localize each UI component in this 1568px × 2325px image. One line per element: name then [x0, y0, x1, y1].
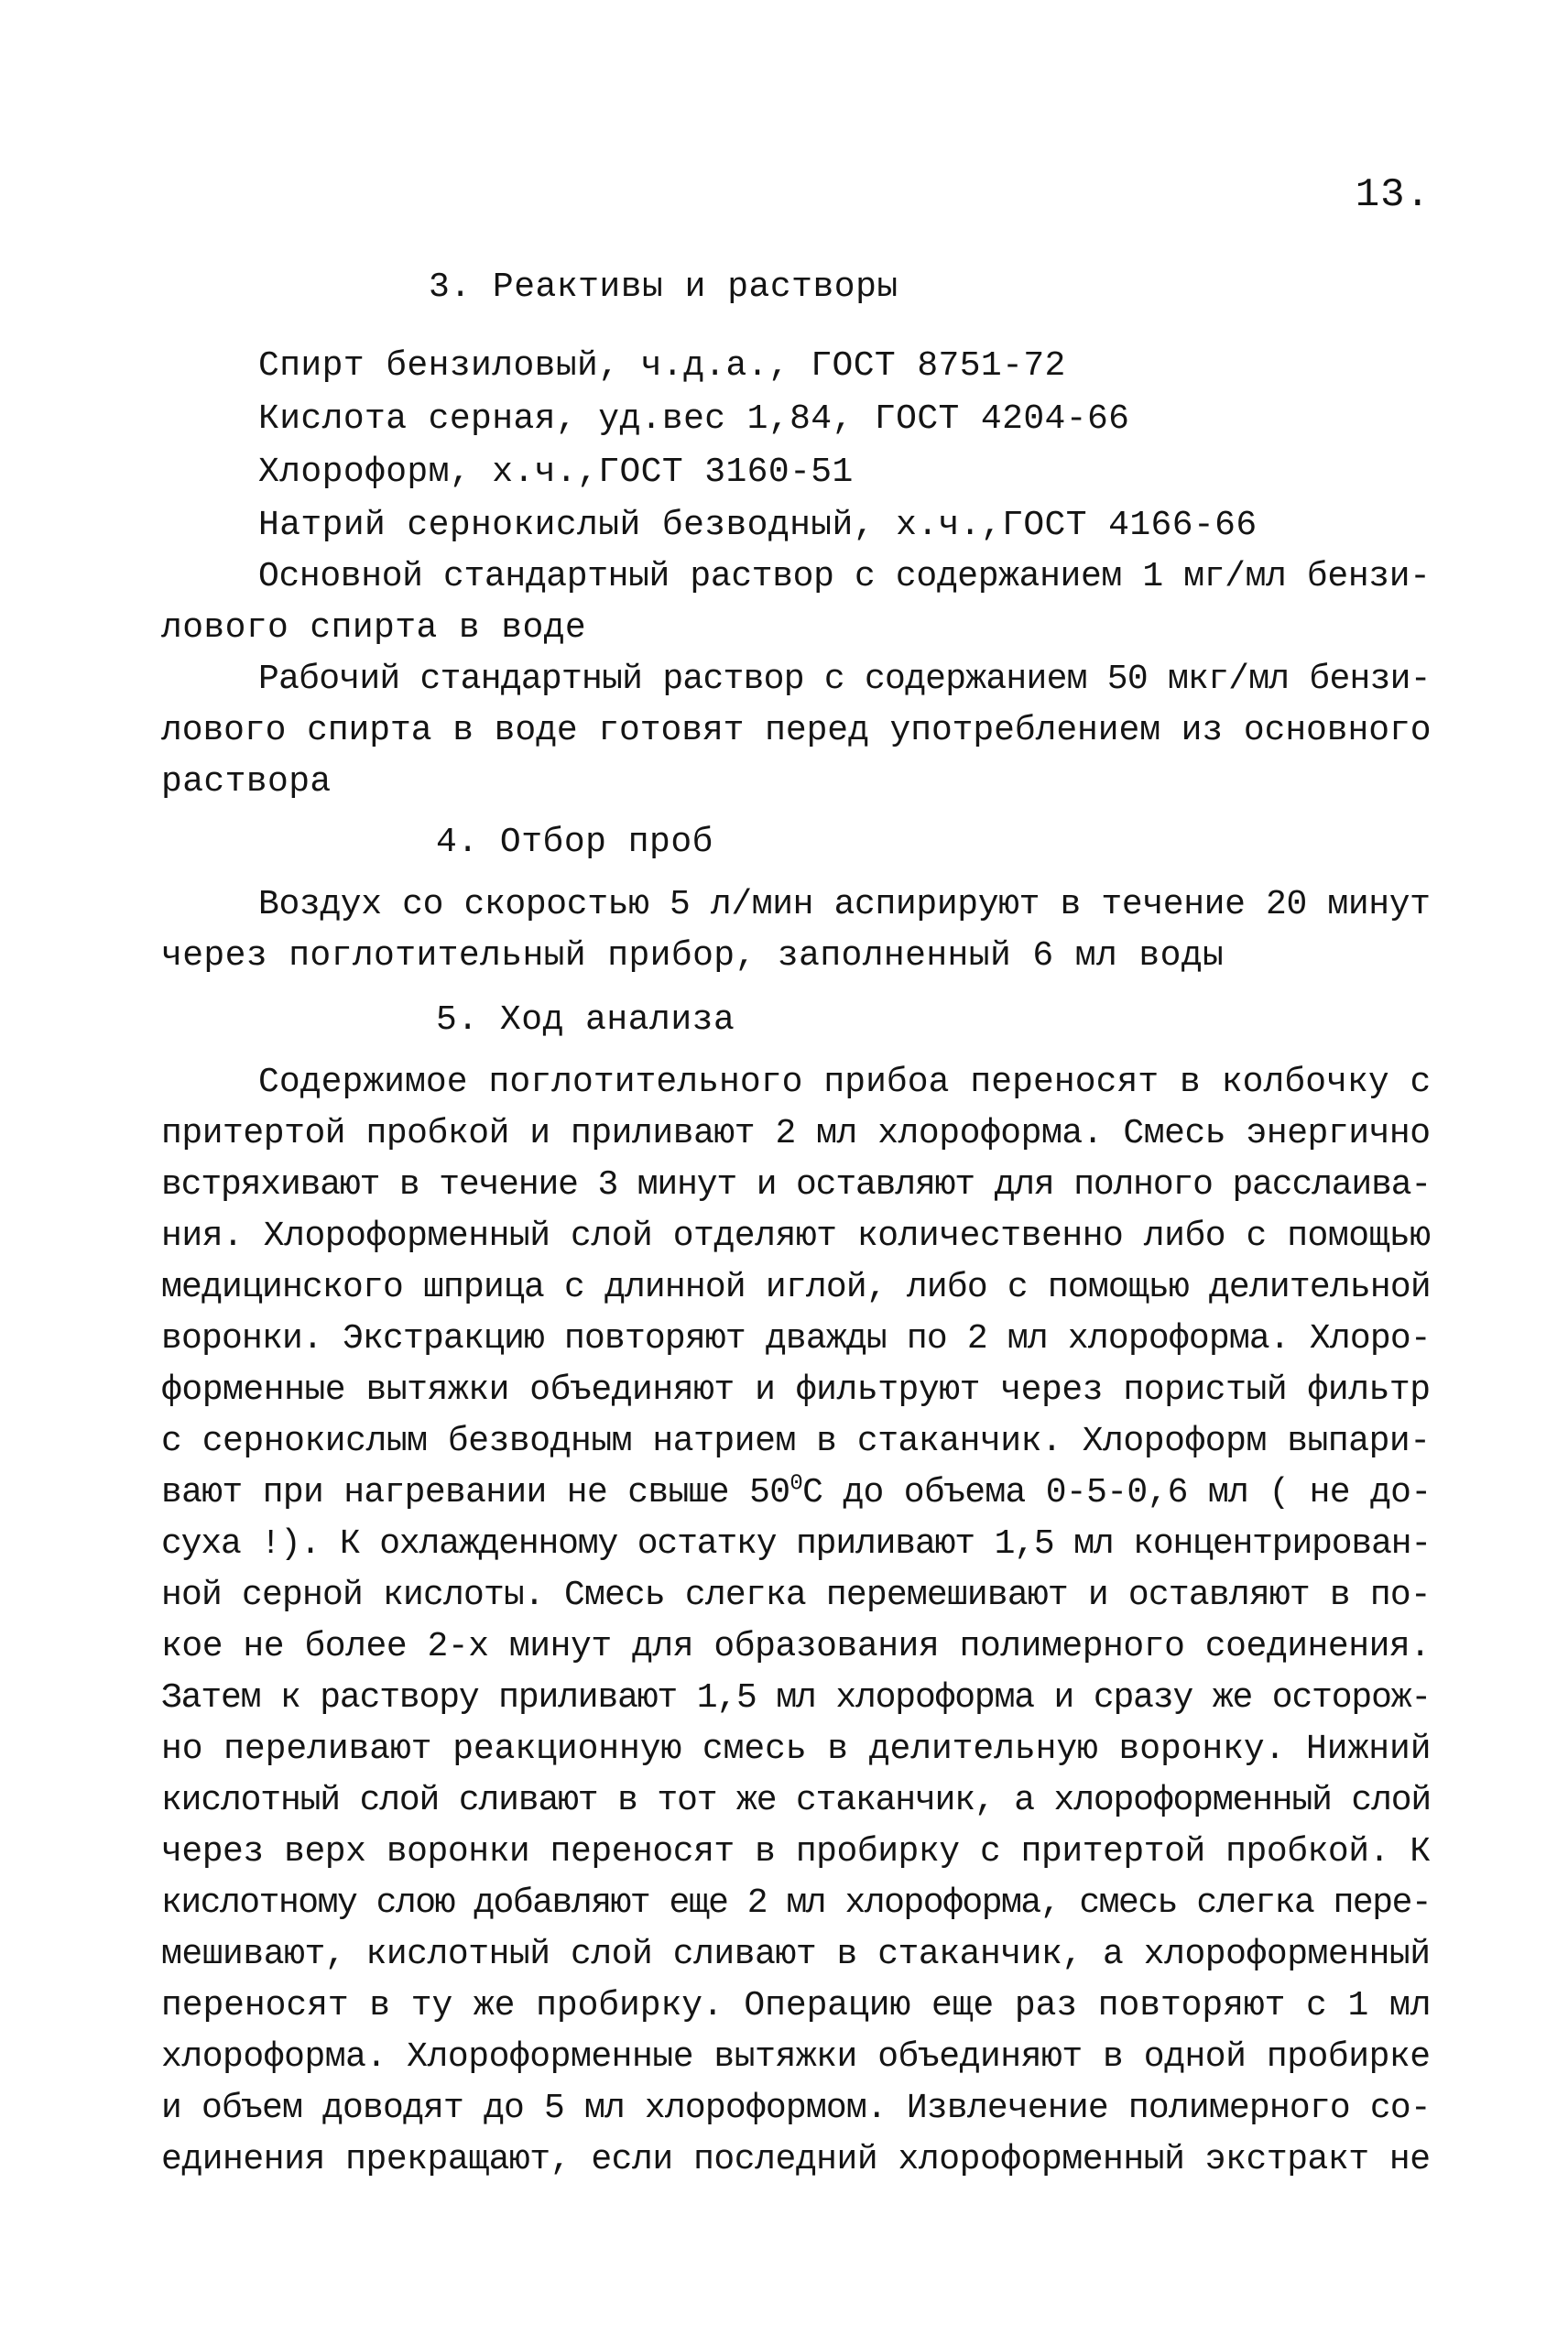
analysis-line: форменные вытяжки объединяют и фильтруют через пористый фильтр — [161, 1370, 1431, 1410]
reagent-line: Основной стандартный раствор с содержанием 1 мг/мл бензи- — [258, 557, 1431, 596]
reagent-line: Натрий сернокислый безводный, х.ч.,ГОСТ 4166-66 — [258, 506, 1258, 545]
section-5-title: 5. Ход анализа — [436, 1000, 735, 1040]
section-3-title: 3. Реактивы и растворы — [429, 267, 898, 307]
analysis-line: хлороформа. Хлороформенные вытяжки объединяют в одной пробирке — [161, 2037, 1431, 2077]
reagent-line: раствора — [161, 762, 332, 802]
analysis-line: встряхивают в течение 3 минут и оставляют для полного расслаива- — [161, 1165, 1432, 1205]
analysis-line-part: С до объема 0-5-0,6 мл ( не до- — [802, 1473, 1432, 1512]
analysis-line: и объем доводят до 5 мл хлороформом. Извлечение полимерного со- — [161, 2089, 1431, 2128]
analysis-line: кислотному слою добавляют еще 2 мл хлороформа, смесь слегка пере- — [161, 1883, 1432, 1923]
reagent-line: Рабочий стандартный раствор с содержанием 50 мкг/мл бензи- — [258, 660, 1431, 699]
reagent-line: лового спирта в воде — [161, 608, 587, 648]
analysis-line: медицинского шприца с длинной иглой, либо с помощью делительной — [161, 1268, 1431, 1307]
reagent-line: Хлороформ, х.ч.,ГОСТ 3160-51 — [258, 453, 854, 492]
analysis-line: сухa !). К охлажденному остатку приливают 1,5 мл концентрирован- — [161, 1524, 1432, 1564]
analysis-line: кое не более 2-х минут для образования полимерного соединения. — [161, 1627, 1431, 1666]
degree-superscript: 0 — [789, 1471, 803, 1497]
analysis-line: мешивают, кислотный слой сливают в стаканчик, а хлороформенный — [161, 1935, 1431, 1974]
analysis-line: Содержимое поглотительного прибоа переносят в колбочку с — [258, 1063, 1432, 1102]
analysis-line: единения прекращают, если последний хлороформенный экстракт не — [161, 2140, 1431, 2179]
analysis-line: переносят в ту же пробирку. Операцию еще раз повторяют с 1 мл — [161, 1986, 1432, 2025]
sampling-line: через поглотительный прибор, заполненный 6 мл воды — [161, 936, 1225, 976]
analysis-line: ния. Хлороформенный слой отделяют количественно либо с помощью — [161, 1217, 1431, 1256]
analysis-line-part: вают при нагревании не свыше 50 — [161, 1473, 790, 1512]
reagent-line: лового спирта в воде готовят перед употреблением из основного — [161, 711, 1432, 750]
analysis-line: кислотный слой сливают в тот же стаканчик, а хлороформенный слой — [161, 1781, 1432, 1820]
analysis-line: притертой пробкой и приливают 2 мл хлороформа. Смесь энергично — [161, 1114, 1431, 1153]
analysis-line: ной серной кислоты. Смесь слегка перемешивают и оставляют в по- — [161, 1576, 1431, 1615]
analysis-line: воронки. Экстракцию повторяют дважды по 2 мл хлороформа. Хлоро- — [161, 1319, 1431, 1359]
reagent-line: Кислота серная, уд.вес 1,84, ГОСТ 4204-66 — [258, 399, 1130, 439]
analysis-line: с сернокислым безводным натрием в стаканчик. Хлороформ выпари- — [161, 1422, 1431, 1461]
sampling-line: Воздух со скоростью 5 л/мин аспирируют в течение 20 минут — [258, 885, 1431, 924]
reagent-line: Спирт бензиловый, ч.д.а., ГОСТ 8751-72 — [258, 346, 1066, 386]
section-4-title: 4. Отбор проб — [436, 823, 713, 862]
analysis-line: через верх воронки переносят в пробирку с притертой пробкой. К — [161, 1832, 1431, 1872]
analysis-line: Затем к раствору приливают 1,5 мл хлороформа и сразу же осторож- — [161, 1678, 1432, 1718]
analysis-line: но переливают реакционную смесь в делительную воронку. Нижний — [161, 1730, 1432, 1769]
page-number: 13. — [1355, 172, 1431, 218]
analysis-line — [161, 1473, 1431, 1512]
